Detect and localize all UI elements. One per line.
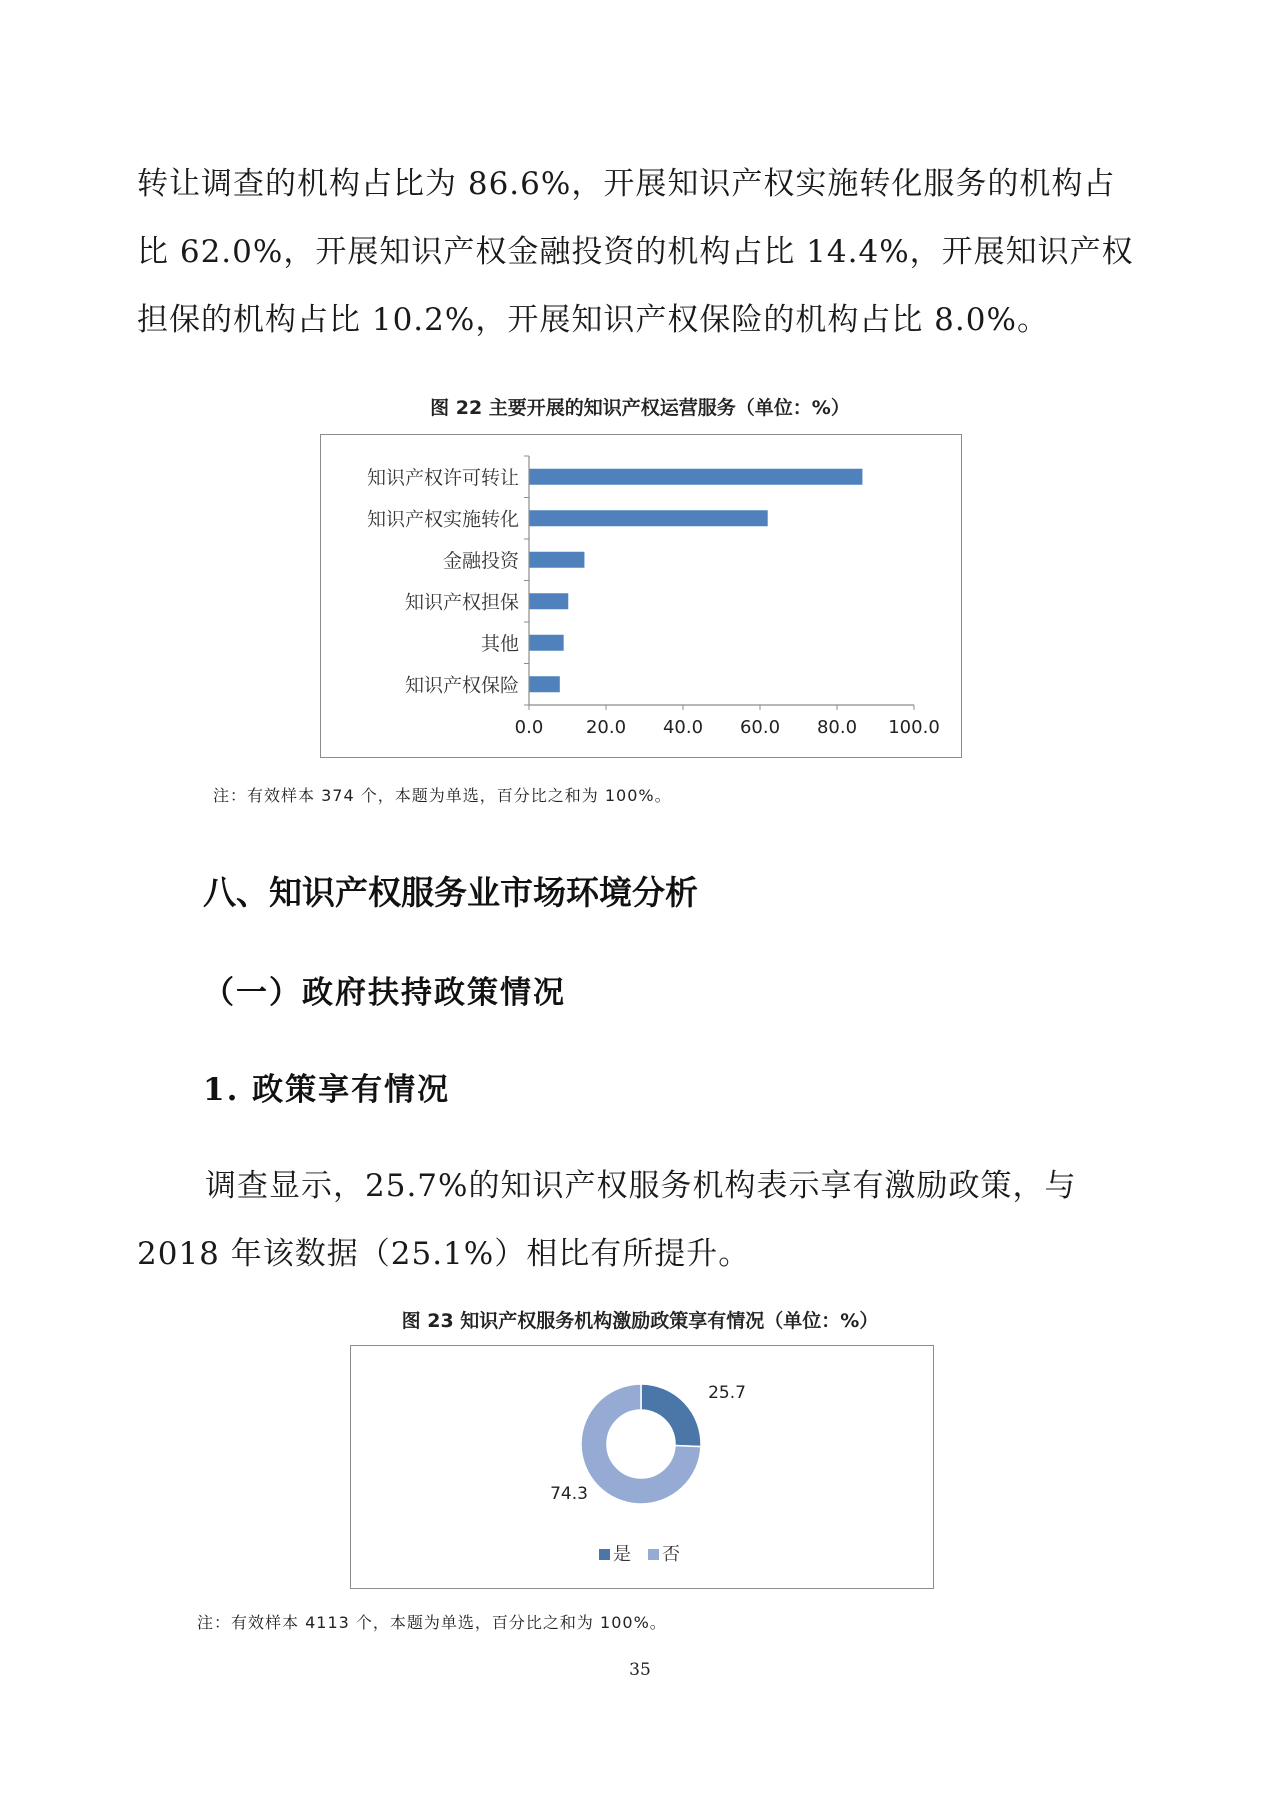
figure22-note: 注：有效样本 374 个，本题为单选，百分比之和为 100%。	[213, 786, 672, 805]
legend-swatch	[599, 1549, 610, 1560]
bar	[529, 552, 584, 568]
bar-category-label: 知识产权保险	[404, 674, 519, 697]
bar-category-label: 知识产权许可转让	[366, 466, 519, 489]
figure23-caption: 图 23 知识产权服务机构激励政策享有情况（单位：%）	[401, 1310, 879, 1332]
donut-value-label: 74.3	[550, 1484, 588, 1504]
legend-label: 否	[662, 1544, 680, 1565]
intro-line-1: 转让调查的机构占比为 86.6%，开展知识产权实施转化服务的机构占	[137, 166, 1116, 202]
bar	[529, 593, 568, 609]
bar	[529, 676, 560, 692]
subsection-heading: （一）政府扶持政策情况	[203, 975, 566, 1011]
bar	[529, 469, 862, 485]
bar-category-label: 知识产权实施转化	[366, 508, 519, 531]
figure23-chart	[350, 1345, 934, 1589]
bar	[529, 635, 564, 651]
bar-category-label: 金融投资	[442, 549, 519, 572]
donut-chart-svg	[351, 1346, 932, 1587]
donut-slice	[641, 1384, 701, 1447]
section-heading: 八、知识产权服务业市场环境分析	[203, 873, 698, 912]
intro-line-3: 担保的机构占比 10.2%，开展知识产权保险的机构占比 8.0%。	[137, 302, 1049, 338]
figure22-caption: 图 22 主要开展的知识产权运营服务（单位：%）	[430, 397, 850, 419]
policy-line-1: 调查显示，25.7%的知识产权服务机构表示享有激励政策，与	[205, 1168, 1077, 1204]
x-tick-label: 20.0	[585, 717, 627, 738]
x-tick-label: 40.0	[662, 717, 704, 738]
bar-category-label: 知识产权担保	[404, 591, 519, 614]
donut-value-label: 25.7	[708, 1383, 746, 1403]
x-tick-label: 60.0	[739, 717, 781, 738]
x-tick-label: 80.0	[816, 717, 858, 738]
page-number: 35	[629, 1660, 651, 1680]
figure23-note: 注：有效样本 4113 个，本题为单选，百分比之和为 100%。	[197, 1613, 667, 1632]
item-heading: 1. 政策享有情况	[203, 1072, 451, 1108]
bar	[529, 510, 768, 526]
policy-line-2: 2018 年该数据（25.1%）相比有所提升。	[137, 1236, 751, 1272]
legend-label: 是	[613, 1544, 631, 1565]
intro-line-2: 比 62.0%，开展知识产权金融投资的机构占比 14.4%，开展知识产权	[137, 234, 1134, 270]
x-tick-label: 0.0	[514, 717, 544, 738]
x-tick-label: 100.0	[888, 717, 940, 738]
bar-chart-svg	[321, 435, 960, 756]
figure22-chart	[320, 434, 962, 758]
bar-category-label: 其他	[480, 632, 519, 655]
legend-swatch	[648, 1549, 659, 1560]
